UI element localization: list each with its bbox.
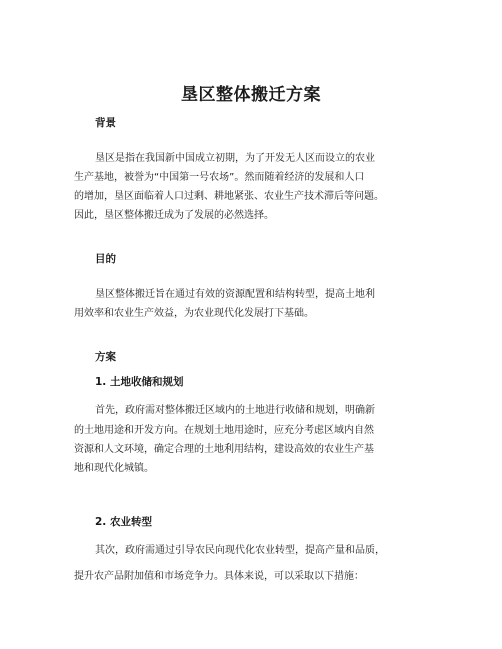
paragraph-line: 垦区是指在我国新中国成立初期，为了开发无人区而设立的农业	[95, 153, 375, 164]
paragraph-line: 地和现代化城镇。	[74, 463, 154, 474]
paragraph-line: 其次，政府需通过引导农民向现代化农业转型，提高产量和品质，	[95, 545, 385, 556]
subsection-heading-agri: 2. 农业转型	[95, 516, 152, 528]
subsection-heading-land: 1. 土地收储和规划	[95, 376, 184, 388]
paragraph-line: 资源和人文环境，确定合理的土地利用结构，建设高效的农业生产基	[74, 444, 374, 455]
paragraph-line: 用效率和农业生产效益，为农业现代化发展打下基础。	[74, 308, 314, 319]
paragraph-line: 垦区整体搬迁旨在通过有效的资源配置和结构转型，提高土地利	[95, 289, 375, 300]
section-heading-purpose: 目的	[95, 253, 116, 265]
document-title: 垦区整体搬迁方案	[181, 85, 321, 105]
section-heading-plan: 方案	[95, 351, 116, 363]
section-heading-background: 背景	[95, 117, 116, 129]
paragraph-line: 因此，垦区整体搬迁成为了发展的必然选择。	[74, 210, 274, 221]
paragraph-line: 生产基地，被誉为“中国第一号农场”。然而随着经济的发展和人口	[74, 172, 365, 183]
paragraph-line: 首先，政府需对整体搬迁区域内的土地进行收储和规划，明确新	[95, 405, 375, 416]
paragraph-line: 的增加，垦区面临着人口过剩、耕地紧张、农业生产技术滞后等问题。	[74, 191, 384, 202]
paragraph-line: 的土地用途和开发方向。在规划土地用途时，应充分考虑区域内自然	[74, 425, 374, 436]
paragraph-line: 提升农产品附加值和市场竞争力。具体来说，可以采取以下措施：	[74, 571, 364, 582]
